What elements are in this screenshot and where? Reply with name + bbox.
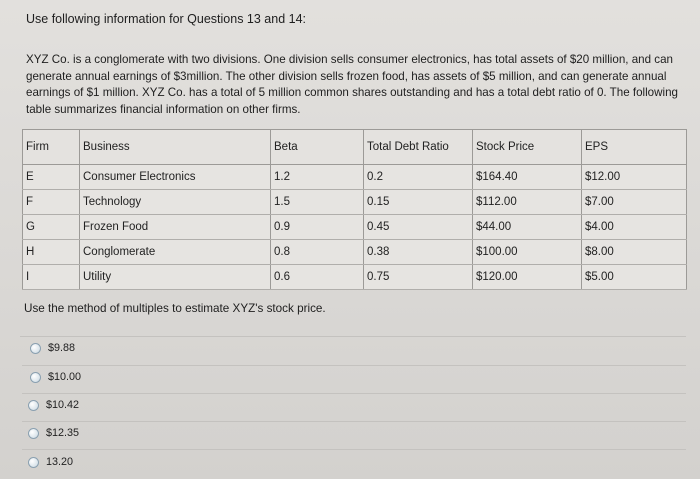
cell-business: Utility bbox=[80, 265, 271, 290]
answer-option-label: $9.88 bbox=[48, 342, 76, 354]
cell-debt-ratio: 0.15 bbox=[364, 190, 473, 215]
question-prompt: Use the method of multiples to estimate XYZ's stock price. bbox=[24, 302, 326, 315]
option-divider bbox=[22, 421, 686, 422]
option-divider bbox=[22, 365, 686, 366]
cell-eps: $12.00 bbox=[582, 165, 687, 190]
answer-option-label: $10.00 bbox=[48, 371, 82, 383]
question-heading: Use following information for Questions 13 and 14: bbox=[26, 12, 307, 26]
cell-stock-price: $112.00 bbox=[473, 190, 582, 215]
table-row bbox=[23, 165, 687, 190]
cell-eps: $4.00 bbox=[582, 215, 687, 240]
header-business: Business bbox=[80, 130, 271, 165]
cell-debt-ratio: 0.38 bbox=[364, 240, 473, 265]
table-row bbox=[23, 240, 687, 265]
answer-option-4[interactable] bbox=[28, 419, 79, 447]
option-divider bbox=[20, 336, 686, 337]
header-total-debt-ratio: Total Debt Ratio bbox=[364, 130, 473, 165]
answer-option-5[interactable] bbox=[28, 448, 73, 476]
cell-eps: $8.00 bbox=[582, 240, 687, 265]
option-divider bbox=[22, 393, 686, 394]
radio-button[interactable] bbox=[30, 372, 41, 383]
cell-firm: H bbox=[23, 240, 80, 265]
cell-beta: 0.6 bbox=[271, 265, 364, 290]
question-paragraph: XYZ Co. is a conglomerate with two divisions. One division sells consumer electronics, has total assets of $20 million, and can generate annual earnings of $3million. The other division sells frozen food, has assets of $5 million, and can generate annual earnings of $1 million. XYZ Co. has a total of 5 million common shares outstanding and has a total debt ratio of 0. The following table summarizes financial information on other firms. bbox=[26, 53, 678, 116]
cell-beta: 0.9 bbox=[271, 215, 364, 240]
cell-eps: $5.00 bbox=[582, 265, 687, 290]
cell-business: Conglomerate bbox=[80, 240, 271, 265]
cell-stock-price: $100.00 bbox=[473, 240, 582, 265]
radio-button[interactable] bbox=[30, 343, 41, 354]
radio-button[interactable] bbox=[28, 428, 39, 439]
answer-option-1[interactable] bbox=[30, 334, 75, 362]
cell-firm: I bbox=[23, 265, 80, 290]
cell-debt-ratio: 0.75 bbox=[364, 265, 473, 290]
cell-beta: 1.5 bbox=[271, 190, 364, 215]
cell-stock-price: $164.40 bbox=[473, 165, 582, 190]
cell-eps: $7.00 bbox=[582, 190, 687, 215]
cell-business: Consumer Electronics bbox=[80, 165, 271, 190]
table-row bbox=[23, 190, 687, 215]
answer-option-label: $10.42 bbox=[46, 399, 80, 411]
table-row bbox=[23, 265, 687, 290]
cell-firm: F bbox=[23, 190, 80, 215]
table-row bbox=[23, 215, 687, 240]
cell-business: Technology bbox=[80, 190, 271, 215]
firms-table bbox=[22, 129, 687, 290]
answer-option-2[interactable] bbox=[30, 363, 81, 391]
answer-option-3[interactable] bbox=[28, 391, 79, 419]
radio-button[interactable] bbox=[28, 400, 39, 411]
cell-stock-price: $120.00 bbox=[473, 265, 582, 290]
option-divider bbox=[22, 449, 686, 450]
cell-business: Frozen Food bbox=[80, 215, 271, 240]
header-stock-price: Stock Price bbox=[473, 130, 582, 165]
header-beta: Beta bbox=[271, 130, 364, 165]
header-eps: EPS bbox=[582, 130, 687, 165]
cell-beta: 1.2 bbox=[271, 165, 364, 190]
radio-button[interactable] bbox=[28, 457, 39, 468]
answer-option-label: 13.20 bbox=[46, 456, 74, 468]
cell-stock-price: $44.00 bbox=[473, 215, 582, 240]
cell-firm: G bbox=[23, 215, 80, 240]
cell-beta: 0.8 bbox=[271, 240, 364, 265]
cell-debt-ratio: 0.2 bbox=[364, 165, 473, 190]
cell-debt-ratio: 0.45 bbox=[364, 215, 473, 240]
answer-option-label: $12.35 bbox=[46, 427, 80, 439]
table-header-row bbox=[23, 130, 687, 165]
header-firm: Firm bbox=[23, 130, 80, 165]
cell-firm: E bbox=[23, 165, 80, 190]
